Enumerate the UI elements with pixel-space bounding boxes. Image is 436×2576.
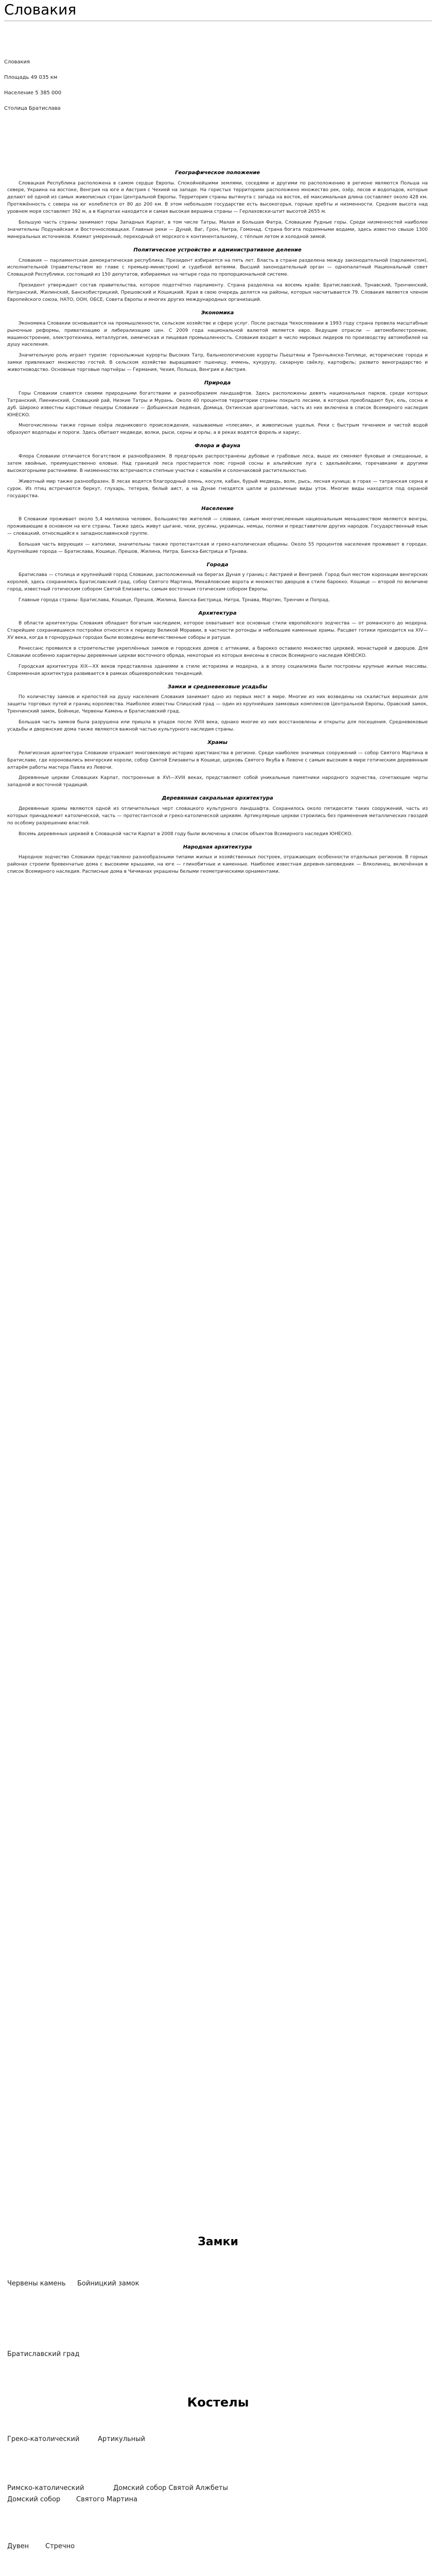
section-paragraph: Президент утверждает состав правительства, которое подотчётно парламенту. Страна разделена на восемь краёв: Братиславский, Трнавский, Тренчинский, Нитранский, Жилинский, Банскобистрицкий, Прешовский и Кошицкий. Края в свою очередь делятся на районы, которых насчитывается 79. Словакия является членом Европейского союза, НАТО, ООН, ОБСЕ, Совета Европы и многих других международных организаций. bbox=[7, 283, 428, 303]
section-paragraph: Деревянные храмы являются одной из отличительных черт словацкого культурного ландшафта. Сохранилось около пятидесяти таких сооружений, часть из которых принадлежит католической, часть — протестантской и греко-католической церквям. Артикулярные церкви строились без применения металлических гвоздей по особому разрешению властей. bbox=[7, 806, 428, 826]
section-paragraph: Значительную роль играет туризм: горнолыжные курорты Высоких Татр, бальнеологические курорты Пьештяны и Тренчьянске-Теплице, исторические города и замки привлекают множество гостей. В сельском хозяйстве выращивают пшеницу, ячмень, кукурузу, сахарную свёклу, картофель; развито виноградарство и животноводство. Основные торговые партнёры — Германия, Чехия, Польша, Венгрия и Австрия. bbox=[7, 353, 428, 373]
section-paragraph: Народное зодчество Словакии представлено разнообразными типами жилых и хозяйственных построек, отражающих особенности отдельных регионов. В горных районах строили бревенчатые дома с высокими крышами, на юге — глинобитные и каменные. Наиболее известная деревня-заповедник — Влколинец, включённая в список Всемирного наследия. Расписные дома в Чичманах украшены белыми геометрическими орнаментами. bbox=[7, 855, 428, 874]
caption-roman-catholic: Римско-католический bbox=[7, 2484, 84, 2492]
section-paragraph: Религиозная архитектура Словакии отражает многовековую историю христианства в регионе. Среди наиболее значимых сооружений — собор Святого Мартина в Братиславе, где короновались венгерские короли, собор Святой Елизаветы в Кошице, церковь Святого Якуба в Левоче с самым высоким в мире готическим деревянным алтарём работы мастера Павла из Левочи. bbox=[7, 750, 428, 770]
caption-dom-cathedral: Домский собор bbox=[7, 2496, 61, 2503]
section-heading: Города bbox=[206, 562, 229, 568]
section-paragraph: Большая часть замков была разрушена или пришла в упадок после XVIII века, однако многие из них восстановлены и открыты для посещения. Средневековые усадьбы и дворянские дома также являются важной частью культурного наследия страны. bbox=[7, 720, 428, 733]
caption-greek-catholic: Греко-католический bbox=[7, 2435, 80, 2443]
section-paragraph: Городская архитектура XIX—XX веков представлена зданиями в стиле историзма и модерна, а в эпоху социализма были построены крупные жилые массивы. Современная архитектура развивается в рамках общеевропейских тенденций. bbox=[7, 664, 428, 676]
section-paragraph: Животный мир также разнообразен. В лесах водятся благородный олень, косуля, кабан, бурый медведь, волк, рысь, лесная куница; в горах — татранская серна и сурок. Из птиц встречаются беркут, глухарь, тетерев, белый аист, а на Дунае гнездятся цапли и различные виды уток. Многие виды находятся под охраной государства. bbox=[7, 479, 428, 499]
caption-strecno: Стречно bbox=[45, 2543, 75, 2550]
caption-kosice-cathedral: Домский собор Святой Алжбеты bbox=[113, 2484, 228, 2492]
section-heading: Деревянная сакральная архитектура bbox=[162, 795, 273, 802]
caption-bojnice: Бойницкий замок bbox=[77, 2280, 139, 2287]
section-paragraph: Словацкая Республика расположена в самом сердце Европы. Спокойнейшими землями, соседями и другими по расположению в регионе являются Польша на севере, Украина на востоке, Венгрия на юге и Австрия с Чехией на западе. На гористых территориях расположено множество рек, озёр, лесов и водопадов, которые делают её одной из самых живописных стран Центральной Европы. Территория страны вытянута с запада на восток, её максимальная длина составляет около 428 км. Протяжённость с севера на юг колеблется от 80 до 200 км. В этом небольшом государстве есть высокогорья, горные хребты и низменности. Средняя высота над уровнем моря составляет 392 м, а в Карпатах находится и самая высокая вершина страны — Герлаховски-штит высотой 2655 м. bbox=[7, 180, 428, 215]
section-paragraph: Горы Словакии славятся своими природными богатствами и разнообразием ландшафтов. Здесь расположены девять национальных парков, среди которых Татранский, Пиенинский, Словацкий рай, Низкие Татры и Мурань. Около 40 процентов территории страны покрыто лесами, в которых преобладают бук, ель, сосна и дуб. Широко известны карстовые пещеры Словакии — Добшинская ледяная, Домица, Охтинская арагонитовая, часть из них включена в список Всемирного наследия ЮНЕСКО. bbox=[7, 391, 428, 418]
key-facts bbox=[4, 55, 159, 116]
section-paragraph: Главные города страны: Братислава, Кошице, Прешов, Жилина, Банска-Бистрица, Нитра, Трнава, Мартин, Тренчин и Попрад. bbox=[19, 597, 330, 603]
section-heading: Природа bbox=[204, 380, 231, 386]
section-paragraph: Экономика Словакии основывается на промышленности, сельском хозяйстве и сфере услуг. После распада Чехословакии в 1993 году страна провела масштабные рыночные реформы, приватизацию и либерализацию цен. С 2009 года национальной валютой является евро. Ведущие отрасли — автомобилестроение, машиностроение, электротехника, металлургия, химическая и пищевая промышленность. Словакия входит в число мировых лидеров по производству автомобилей на душу населения. bbox=[7, 320, 428, 348]
section-paragraph: Большая часть верующих — католики, значительны также протестантская и греко-католическая общины. Около 55 процентов населения проживает в городах. Крупнейшие города — Братислава, Кошице, Прешов, Жилина, Нитра, Банска-Бистрица и Трнава. bbox=[7, 541, 428, 554]
section-heading: Экономика bbox=[201, 310, 234, 316]
fact-population: Население 5 385 000 bbox=[4, 90, 62, 96]
section-paragraph: По количеству замков и крепостей на душу населения Словакия занимает одно из первых мест в мире. Многие из них возведены на скалистых вершинах для защиты торговых путей и границ королевства. Наиболее известны Спишский град — один из крупнейших замковых комплексов Центральной Европы, Оравский замок, Тренчинский замок, Бойнице, Червены Камень и Братиславский град. bbox=[7, 694, 428, 715]
caption-articular: Артикульный bbox=[98, 2435, 145, 2443]
section-paragraph: Многочисленны также горные озёра ледникового происхождения, называемые «плесами», и живописные ущелья. Реки с быстрым течением и чистой водой образуют водопады и пороги. Здесь обитают медведи, волки, рыси, серны и орлы, а в реках водятся форель и хариус. bbox=[7, 423, 428, 436]
caption-bratislava-castle: Братиславский град bbox=[7, 2350, 80, 2358]
section-heading: Географическое положение bbox=[175, 170, 260, 176]
section-paragraph: Флора Словакии отличается богатством и разнообразием. В предгорьях распространены дубовые и грабовые леса, выше их сменяют буковые и смешанные, а затем хвойные, преимущественно еловые. Над границей леса простирается пояс горной сосны и альпийские луга с эдельвейсами, горечавками и другими высокогорными растениями. В низменностях встречаются степные участки с ковылём и солончаковой растительностью. bbox=[7, 453, 428, 473]
section-heading: Народная архитектура bbox=[183, 844, 252, 850]
caption-duven: Дувен bbox=[7, 2543, 29, 2550]
section-heading: Замки и средневековые усадьбы bbox=[167, 684, 268, 690]
caption-cerveny-kamen: Червены камень bbox=[7, 2280, 66, 2287]
section-paragraph: Восемь деревянных церквей в Словацкой части Карпат в 2008 году были включены в список объектов Всемирного наследия ЮНЕСКО. bbox=[19, 831, 353, 837]
fact-country: Словакия bbox=[4, 59, 30, 65]
section-castles-title: Замки bbox=[198, 2235, 238, 2248]
section-paragraph: Ренессанс проявился в строительстве укреплённых замков и городских домов с аттиками, а барокко оставило множество церквей, монастырей и дворцов. Для Словакии особенно характерны деревянные церкви восточного обряда, некоторые из которых внесены в список Всемирного наследия ЮНЕСКО. bbox=[7, 646, 428, 659]
section-heading: Храмы bbox=[207, 740, 228, 746]
section-heading: Политическое устройство и административное деление bbox=[133, 247, 302, 253]
section-heading: Население bbox=[201, 506, 234, 512]
section-paragraph: Словакия — парламентская демократическая республика. Президент избирается на пять лет. Власть в стране разделена между законодательной (парламентом), исполнительной (правительством во главе с премьер-министром) и судебной ветвями. Высший законодательный орган — однопалатный Национальный совет Словацкой Республики, состоящий из 150 депутатов, избираемых на четыре года по пропорциональной системе. bbox=[7, 258, 428, 278]
section-paragraph: Деревянные церкви Словацких Карпат, построенные в XVI—XVIII веках, представляют собой уникальные памятники народного зодчества, сочетающие черты западной и восточной традиций. bbox=[7, 775, 428, 788]
section-paragraph: Братислава — столица и крупнейший город Словакии, расположенный на берегах Дуная у границ с Австрией и Венгрией. Город был местом коронации венгерских королей, здесь сохранились Братиславский град, собор Святого Мартина, Михайловские ворота и множество дворцов в стиле барокко. Кошице — второй по величине город, известный готическим собором Святой Елизаветы, самым восточным готическим собором Европы. bbox=[7, 572, 428, 592]
section-heading: Флора и фауна bbox=[195, 443, 240, 449]
section-paragraph: В области архитектуры Словакия обладает богатым наследием, которое охватывает все основные стили европейского зодчества — от романского до модерна. Старейшие сохранившиеся постройки относятся к периоду Великой Моравии, в частности ротонды и небольшие каменные храмы. Расцвет готики приходится на XIV—XV века, когда в горнорудных городах были возведены величественные соборы и ратуши. bbox=[7, 621, 428, 641]
section-paragraph: Большую часть страны занимают горы Западных Карпат, в том числе Татры, Малая и Большая Фатра, Словацкие Рудные горы. Среди низменностей наиболее значительны Подунайская и Восточнословацкая. Главные реки — Дунай, Ваг, Грон, Нитра, Гомонад. Страна богата подземными водами, здесь известно свыше 1300 минеральных источников. Климат умеренный, переходный от морского к континентальному, с тёплым летом и холодной зимой. bbox=[7, 220, 428, 240]
fact-area: Площадь 49 035 км bbox=[4, 75, 58, 80]
section-heading: Архитектура bbox=[198, 610, 237, 616]
article-body bbox=[7, 164, 428, 879]
caption-st-martin: Святого Мартина bbox=[76, 2496, 137, 2503]
fact-capital: Столица Братислава bbox=[4, 106, 61, 111]
page-title: Словакия bbox=[4, 1, 77, 18]
section-churches-title: Костелы bbox=[187, 2395, 249, 2410]
section-paragraph: В Словакии проживает около 5,4 миллиона человек. Большинство жителей — словаки, самым многочисленным национальным меньшинством являются венгры, проживающие в основном на юге страны. Также здесь живут цыгане, чехи, русины, украинцы, немцы, поляки и представители других народов. Государственный язык — словацкий, относящийся к западнославянской группе. bbox=[7, 516, 428, 536]
